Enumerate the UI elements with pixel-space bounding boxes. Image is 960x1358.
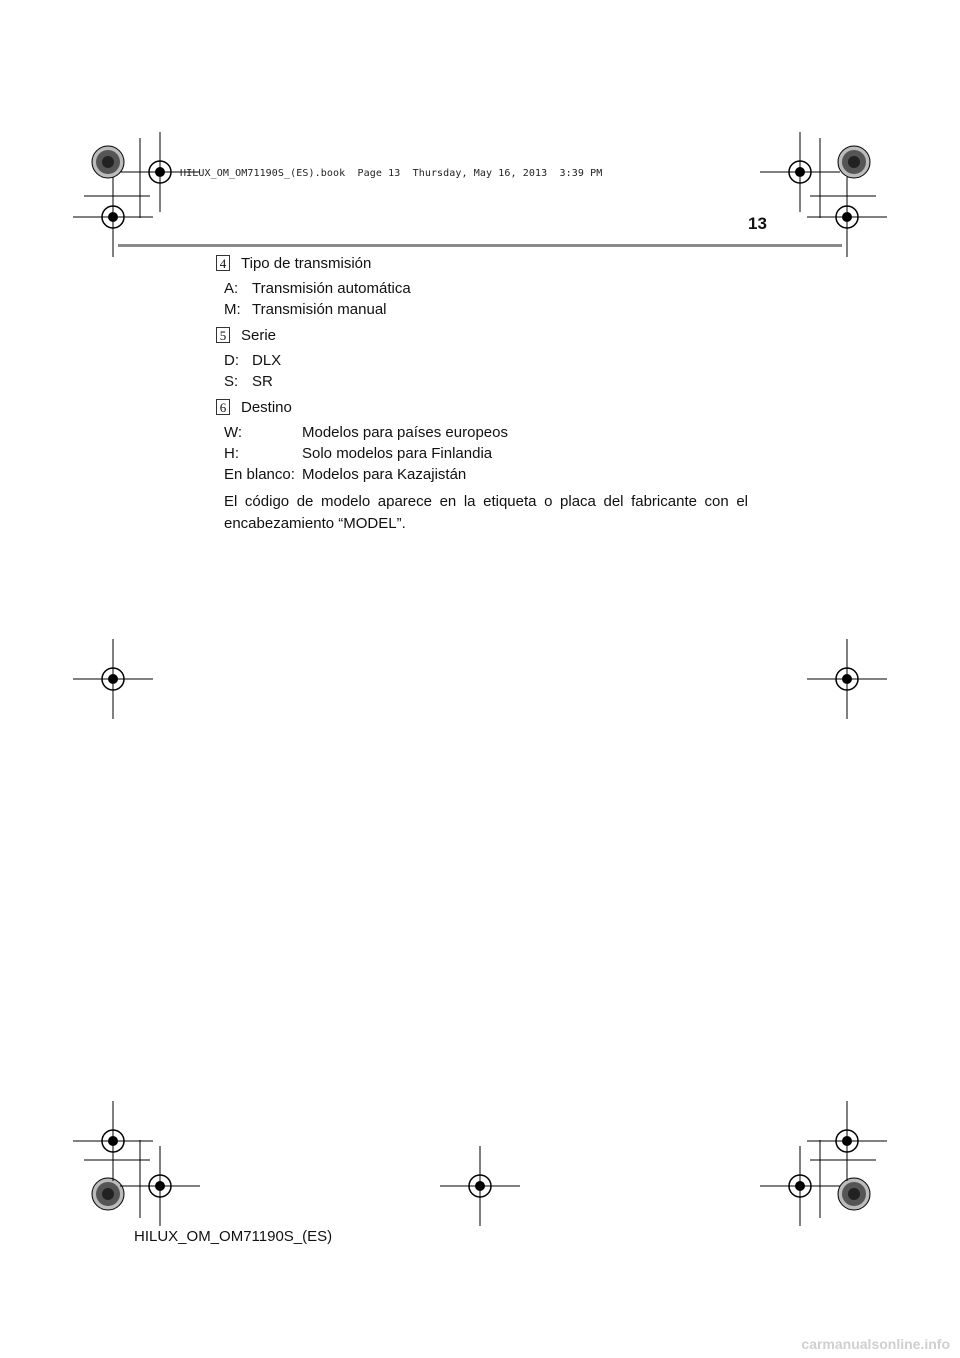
site-watermark: carmanualsonline.info: [801, 1336, 950, 1352]
list-item: [224, 299, 748, 320]
option-list: [216, 350, 748, 392]
option-code: M:: [224, 301, 241, 318]
item-number-badge: 5: [216, 327, 230, 343]
option-label: SR: [252, 373, 273, 390]
page-number: 13: [748, 214, 767, 233]
item-number-badge: 4: [216, 255, 230, 271]
item-heading: [216, 324, 748, 346]
item-title: Serie: [241, 326, 277, 344]
option-label: DLX: [252, 352, 282, 369]
option-code: D:: [224, 352, 239, 369]
option-code: S:: [224, 373, 239, 390]
item-destination: [216, 396, 748, 535]
option-code: H:: [224, 445, 239, 462]
document-id: HILUX_OM_OM71190S_(ES): [134, 1228, 333, 1245]
option-list: [216, 422, 748, 485]
list-item: [224, 464, 748, 485]
list-item: [224, 350, 748, 371]
item-heading: [216, 252, 748, 274]
list-item: [224, 422, 748, 443]
option-label: Transmisión automática: [252, 280, 411, 297]
item-title: Tipo de transmisión: [241, 254, 372, 272]
option-code: En blanco:: [224, 466, 295, 483]
file-info-stamp: HILUX_OM_OM71190S_(ES).book Page 13 Thursday, May 16, 2013 3:39 PM: [180, 168, 603, 179]
page-content: [216, 252, 748, 539]
list-item: [224, 371, 748, 392]
option-code: A:: [224, 280, 239, 297]
option-label: Modelos para países europeos: [302, 424, 508, 441]
item-transmission: [216, 252, 748, 320]
model-code-note: El código de modelo aparece en la etiqueta o placa del fabricante con el encabezamiento “MODEL”.: [224, 493, 748, 532]
list-item: [224, 278, 748, 299]
option-label: Transmisión manual: [252, 301, 387, 318]
header-rule: [118, 244, 842, 247]
option-code: W:: [224, 424, 243, 441]
option-label: Solo modelos para Finlandia: [302, 445, 493, 462]
item-heading: [216, 396, 748, 418]
item-series: [216, 324, 748, 392]
item-number-badge: 6: [216, 399, 230, 415]
item-title: Destino: [241, 398, 292, 416]
option-label: Modelos para Kazajistán: [302, 466, 467, 483]
option-list: [216, 278, 748, 320]
list-item: [224, 443, 748, 464]
